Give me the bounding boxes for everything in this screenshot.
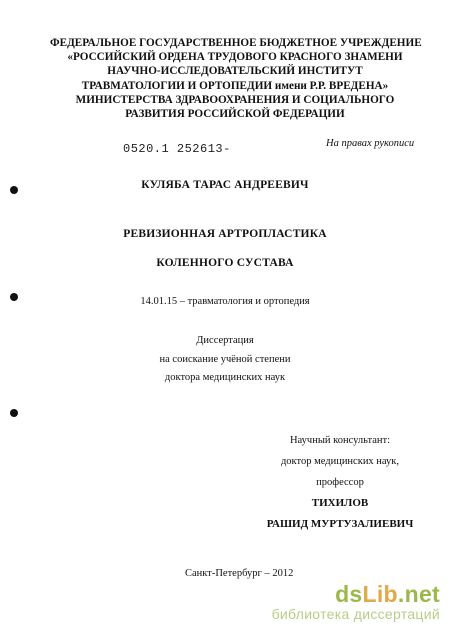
header-line: НАУЧНО-ИССЛЕДОВАТЕЛЬСКИЙ ИНСТИТУТ	[107, 65, 363, 78]
consultant-rank: профессор	[316, 477, 364, 488]
dissertation-block	[0, 332, 450, 388]
title-line-1: РЕВИЗИОННАЯ АРТРОПЛАСТИКА	[123, 228, 327, 240]
city-year: Санкт-Петербург – 2012	[185, 568, 294, 579]
header-line: «РОССИЙСКИЙ ОРДЕНА ТРУДОВОГО КРАСНОГО ЗНАМЕНИ	[67, 51, 403, 64]
manuscript-rights-note: На правах рукописи	[326, 138, 415, 149]
consultant-given-name: РАШИД МУРТУЗАЛИЕВИЧ	[266, 518, 414, 530]
degree-name: доктора медицинских наук	[164, 372, 286, 383]
dissertation-label: Диссертация	[196, 335, 254, 346]
consultant-surname: ТИХИЛОВ	[311, 497, 369, 509]
header-line: РАЗВИТИЯ РОССИЙСКОЙ ФЕДЕРАЦИИ	[125, 108, 345, 121]
header-line: ТРАВМАТОЛОГИИ И ОРТОПЕДИИ имени Р.Р. ВРЕДЕНА»	[81, 79, 389, 92]
degree-purpose: на соискание учёной степени	[159, 353, 291, 365]
watermark-subtitle: библиотека диссертаций	[271, 606, 440, 622]
dslib-watermark[interactable]	[272, 582, 440, 622]
author-name: КУЛЯБА ТАРАС АНДРЕЕВИЧ	[141, 179, 309, 191]
consultant-degree: доктор медицинских наук,	[280, 456, 400, 467]
binder-hole-mark	[10, 409, 18, 417]
title-line-2: КОЛЕННОГО СУСТАВА	[156, 257, 294, 269]
header-line: МИНИСТЕРСТВА ЗДРАВООХРАНЕНИЯ И СОЦИАЛЬНОГО	[75, 93, 395, 106]
header-line: ФЕДЕРАЛЬНОЕ ГОСУДАРСТВЕННОЕ БЮДЖЕТНОЕ УЧРЕЖДЕНИЕ	[50, 37, 422, 49]
dslib-logo: dsLib.net	[335, 581, 440, 607]
institution-header	[50, 36, 420, 121]
stamp-code: 0520.1 252613-	[123, 142, 231, 156]
consultant-block	[265, 430, 415, 535]
consultant-label: Научный консультант:	[289, 435, 391, 446]
specialty-code: 14.01.15 – травматология и ортопедия	[140, 296, 310, 307]
